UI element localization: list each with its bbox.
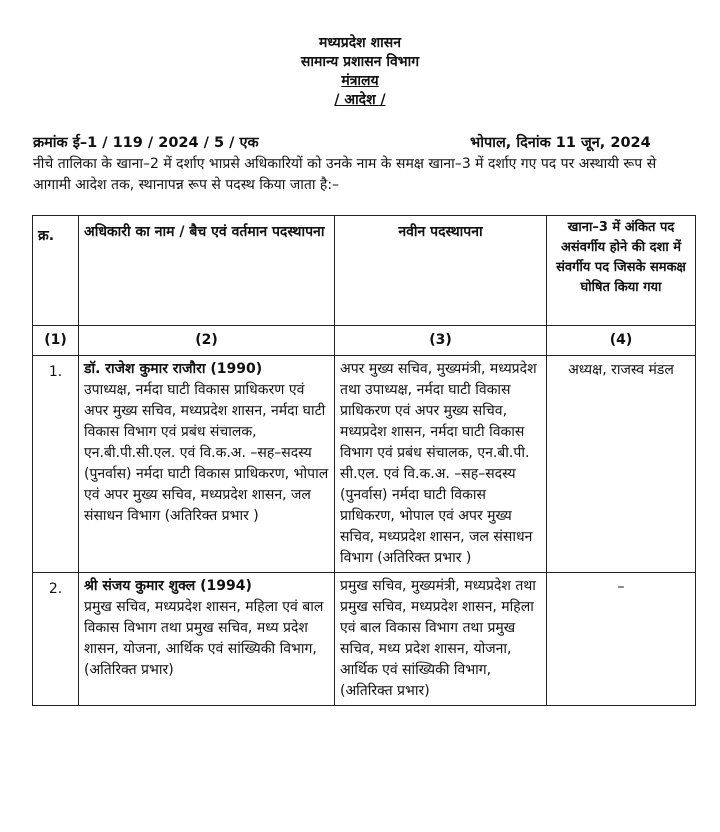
document-header: [0, 34, 720, 110]
col-number: (3): [335, 326, 547, 356]
secretariat-name: मंत्रालय: [341, 73, 379, 89]
posting-table: [32, 215, 696, 706]
header-new-posting: नवीन पदस्थापना: [335, 216, 547, 326]
officer-cell: [79, 356, 335, 573]
equivalent-post: –: [547, 573, 696, 706]
order-number: क्रमांक ई–1 / 119 / 2024 / 5 / एक: [33, 135, 259, 151]
row-serial: 1.: [33, 356, 79, 573]
new-posting: प्रमुख सचिव, मुख्यमंत्री, मध्यप्रदेश तथा प्रमुख सचिव, मध्यप्रदेश शासन, महिला एवं बाल विकास विभाग तथा प्रमुख सचिव, मध्य प्रदेश शासन, योजना, आर्थिक एवं सांख्यिकी विभाग, (अतिरिक्त प्रभार): [335, 573, 547, 706]
col-number: (4): [547, 326, 696, 356]
table-header-row: [33, 216, 696, 326]
order-title: / आदेश /: [334, 92, 386, 108]
department-name: सामान्य प्रशासन विभाग: [300, 54, 420, 70]
current-posting: प्रमुख सचिव, मध्यप्रदेश शासन, महिला एवं बाल विकास विभाग तथा प्रमुख सचिव, मध्य प्रदेश शासन, योजना, आर्थिक एवं सांख्यिकी विभाग, (अतिरिक्त प्रभार): [84, 599, 324, 678]
officer-name: डॉ. राजेश कुमार राजौरा (1990): [84, 361, 263, 377]
equivalent-post: अध्यक्ष, राजस्व मंडल: [547, 356, 696, 573]
col-number: (1): [33, 326, 79, 356]
header-serial: क्र.: [33, 216, 79, 326]
intro-paragraph: नीचे तालिका के खाना–2 में दर्शाए भाप्रसे अधिकारियों को उनके नाम के समक्ष खाना–3 में दर्शाए गए पद पर अस्थायी रूप से आगामी आदेश तक, स्थानापन्न रूप से पदस्थ किया जाता है:–: [33, 156, 657, 193]
table-row: [33, 573, 696, 706]
govt-name: मध्यप्रदेश शासन: [319, 35, 401, 51]
column-number-row: [33, 326, 696, 356]
col-number: (2): [79, 326, 335, 356]
new-posting: अपर मुख्य सचिव, मुख्यमंत्री, मध्यप्रदेश तथा उपाध्यक्ष, नर्मदा घाटी विकास प्राधिकरण एवं अपर मुख्य सचिव, मध्यप्रदेश शासन, नर्मदा घाटी विकास विभाग एवं प्रबंध संचालक, एन.बी.पी. सी.एल. एवं वि.क.अ. –सह–सदस्य (पुनर्वास) नर्मदा घाटी विकास प्राधिकरण, भोपाल एवं अपर मुख्य सचिव, मध्यप्रदेश शासन, जल संसाधन विभाग (अतिरिक्त प्रभार ): [335, 356, 547, 573]
order-place-date: भोपाल, दिनांक 11 जून, 2024: [470, 135, 651, 151]
header-officer: अधिकारी का नाम / बैच एवं वर्तमान पदस्थापना: [79, 216, 335, 326]
current-posting: उपाध्यक्ष, नर्मदा घाटी विकास प्राधिकरण एवं अपर मुख्य सचिव, मध्यप्रदेश शासन, नर्मदा घाटी विकास विभाग एवं प्रबंध संचालक, एन.बी.पी.सी.एल. एवं वि.क.अ. –सह–सदस्य (पुनर्वास) नर्मदा घाटी विकास प्राधिकरण, भोपाल एवं अपर मुख्य सचिव, मध्यप्रदेश शासन, जल संसाधन विभाग (अतिरिक्त प्रभार ): [84, 382, 329, 524]
row-serial: 2.: [33, 573, 79, 706]
officer-name: श्री संजय कुमार शुक्ल (1994): [84, 578, 252, 594]
table-row: [33, 356, 696, 573]
header-equivalent: खाना–3 में अंकित पद असंवर्गीय होने की दशा में संवर्गीय पद जिसके समकक्ष घोषित किया गया: [547, 216, 696, 326]
officer-cell: [79, 573, 335, 706]
